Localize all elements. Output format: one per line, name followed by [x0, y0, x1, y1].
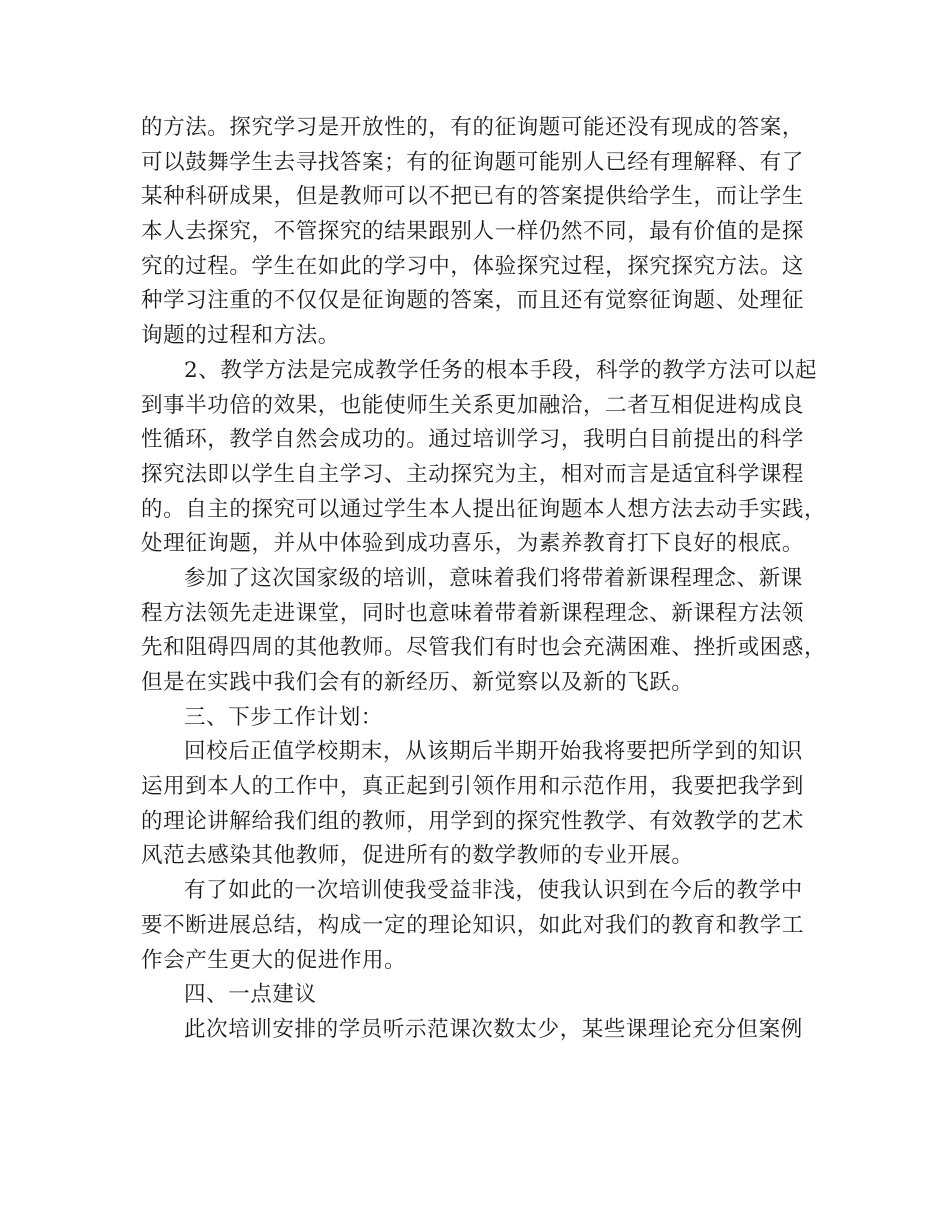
text-line: 先和阻碍四周的其他教师。尽管我们有时也会充满困难、挫折或困惑，: [141, 635, 827, 661]
text-line: 运用到本人的工作中，真正起到引领作用和示范作用，我要把我学到: [141, 774, 805, 800]
text-line: 某种科研成果，但是教师可以不把已有的答案提供给学生，而让学生: [141, 184, 805, 210]
document-body: [141, 111, 827, 1048]
text-line: 2、教学方法是完成教学任务的根本手段，科学的教学方法可以起: [184, 357, 818, 383]
text-line: 回校后正值学校期末，从该期后半期开始我将要把所学到的知识: [184, 739, 803, 765]
text-line: 但是在实践中我们会有的新经历、新觉察以及新的飞跃。: [141, 670, 694, 695]
text-line: 程方法领先走进课堂，同时也意味着带着新课程理念、新课程方法领: [141, 600, 805, 626]
text-line: 作会产生更大的促进作用。: [141, 947, 407, 973]
text-line: 种学习注重的不仅仅是征询题的答案，而且还有觉察征询题、处理征: [141, 288, 805, 314]
text-line: 究的过程。学生在如此的学习中，体验探究过程，探究探究方法。这: [141, 253, 805, 279]
text-line: 的方法。探究学习是开放性的，有的征询题可能还没有现成的答案，: [141, 115, 805, 140]
text-line: 要不断进展总结，构成一定的理论知识，如此对我们的教育和教学工: [141, 912, 805, 938]
text-line: 参加了这次国家级的培训，意味着我们将带着新课程理念、新课: [184, 565, 803, 591]
text-line: 的。自主的探究可以通过学生本人提出征询题本人想方法去动手实践，: [141, 496, 827, 522]
text-line: 有了如此的一次培训使我受益非浅，使我认识到在今后的教学中: [184, 878, 803, 904]
text-line: 可以鼓舞学生去寻找答案；有的征询题可能别人已经有理解释、有了: [141, 149, 805, 175]
text-line: 三、下步工作计划：: [184, 704, 383, 730]
text-line: 此次培训安排的学员听示范课次数太少，某些课理论充分但案例: [184, 1016, 803, 1042]
text-line: 询题的过程和方法。: [141, 323, 340, 349]
text-line: 的理论讲解给我们组的教师，用学到的探究性教学、有效教学的艺术: [141, 808, 805, 834]
text-line: 本人去探究，不管探究的结果跟别人一样仍然不同，最有价值的是探: [141, 219, 805, 245]
text-line: 四、一点建议: [184, 982, 317, 1008]
text-line: 风范去感染其他教师，促进所有的数学教师的专业开展。: [141, 843, 694, 869]
text-line: 探究法即以学生自主学习、主动探究为主，相对而言是适宜科学课程: [141, 461, 805, 487]
text-line: 到事半功倍的效果，也能使师生关系更加融洽，二者互相促进构成良: [141, 392, 805, 418]
text-line: 处理征询题，并从中体验到成功喜乐，为素养教育打下良好的根底。: [141, 531, 805, 557]
text-line: 性循环，教学自然会成功的。通过培训学习，我明白目前提出的科学: [141, 427, 805, 453]
